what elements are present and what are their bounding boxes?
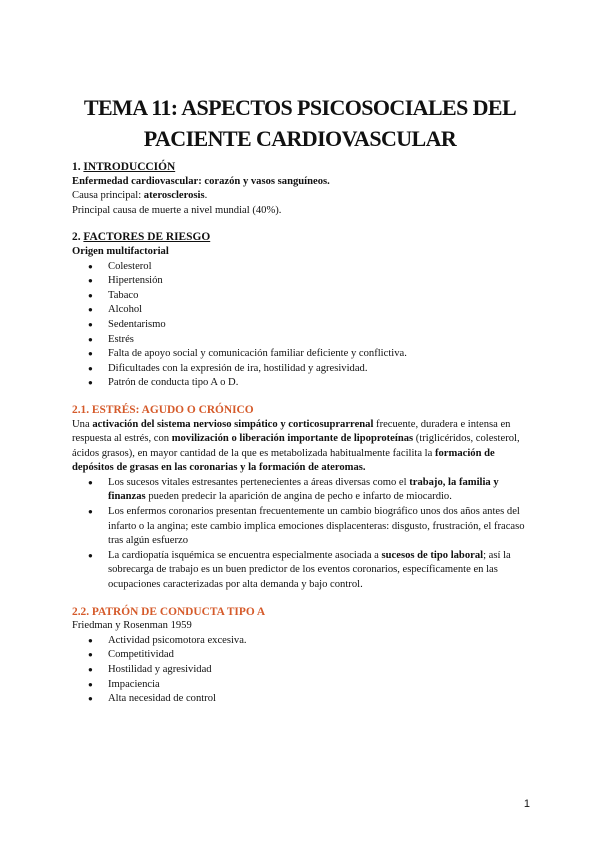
section-1-cause: Causa principal: aterosclerosis. [72, 190, 208, 202]
section-2-2-heading: 2.2. PATRÓN DE CONDUCTA TIPO A [72, 605, 266, 618]
type-a-list [72, 634, 532, 707]
section-2-subheading: Origen multifactorial [72, 245, 169, 257]
section-2-2-authors: Friedman y Rosenman 1959 [72, 620, 192, 632]
section-2-1-heading: 2.1. ESTRÉS: AGUDO O CRÓNICO [72, 403, 254, 416]
section-2-heading: 2. FACTORES DE RIESGO [72, 231, 211, 244]
list-item: ● Estrés [72, 333, 532, 348]
list-item: ● Alta necesidad de control [72, 692, 532, 707]
section-1-heading: 1. INTRODUCCIÓN [72, 161, 176, 173]
page-title [0, 92, 600, 154]
section-1-definition: Enfermedad cardiovascular: corazón y vasos sanguíneos. [72, 175, 330, 187]
list-item: ● La cardiopatía isquémica se encuentra especialmente asociada a sucesos de tipo laboral; así la sobrecarga de trabajo es un buen predictor de los eventos coronarios, específicamente en las ocupaciones caracterizadas por alta demanda y bajo control. [72, 549, 532, 593]
list-item: ● Tabaco [72, 289, 532, 304]
page-number: 1 [523, 798, 530, 810]
list-item: ● Los sucesos vitales estresantes pertenecientes a áreas diversas como el trabajo, la familia y finanzas pueden predecir la aparición de angina de pecho e infarto de miocardio. [72, 476, 532, 505]
document-body [72, 160, 532, 707]
list-item: ● Sedentarismo [72, 318, 532, 333]
list-item: ● Hostilidad y agresividad [72, 663, 532, 678]
list-item: ● Patrón de conducta tipo A o D. [72, 376, 532, 391]
title-line-2: PACIENTE CARDIOVASCULAR [143, 126, 457, 151]
section-1-title: INTRODUCCIÓN [83, 161, 176, 173]
stress-list [72, 476, 532, 593]
list-item: ● Actividad psicomotora excesiva. [72, 634, 532, 649]
list-item: ● Alcohol [72, 303, 532, 318]
section-2-title: FACTORES DE RIESGO [83, 231, 211, 244]
risk-factor-list [72, 260, 532, 391]
list-item: ● Falta de apoyo social y comunicación familiar deficiente y conflictiva. [72, 347, 532, 362]
section-1-mortality: Principal causa de muerte a nivel mundial (40%). [72, 204, 282, 216]
list-item: ● Competitividad [72, 648, 532, 663]
list-item: ● Hipertensión [72, 274, 532, 289]
title-line-1: TEMA 11: ASPECTOS PSICOSOCIALES DEL [83, 95, 517, 120]
section-2-1-paragraph: Una activación del sistema nervioso simpático y corticosuprarrenal frecuente, duradera e intensa en respuesta al estrés, con movilización o liberación importante de lipoproteínas (triglicéridos, colesterol, ácidos grasos), en mayor cantidad de la que es metabolizada habitualmente facilita la formación de depósitos de grasas en las coronarias y la formación de ateromas. [72, 418, 520, 474]
list-item: ● Colesterol [72, 260, 532, 275]
list-item: ● Los enfermos coronarios presentan frecuentemente un cambio biográfico unos dos años antes del infarto o la angina; este cambio implica emociones displacenteras: disgusto, frustración, el fracaso tras algún esfuerzo [72, 505, 532, 549]
list-item: ● Dificultades con la expresión de ira, hostilidad y agresividad. [72, 362, 532, 377]
list-item: ● Impaciencia [72, 678, 532, 693]
